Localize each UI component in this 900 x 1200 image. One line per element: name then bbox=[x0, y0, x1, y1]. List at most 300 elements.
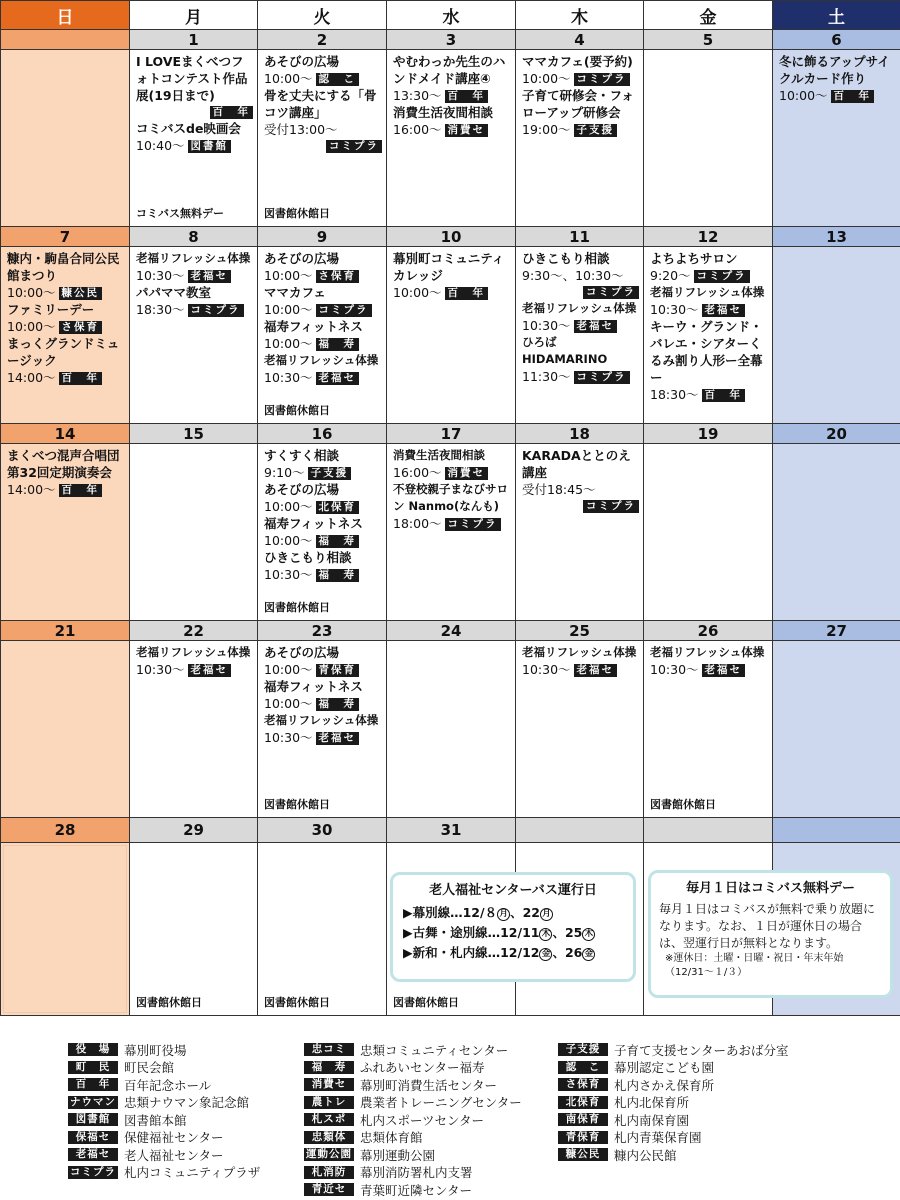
event-title: 福寿フィットネス bbox=[264, 516, 363, 531]
venue-tag: 子支援 bbox=[574, 124, 618, 137]
cell-footnote: 図書館休館日 bbox=[136, 996, 202, 1009]
event-time: 18:30〜 bbox=[136, 302, 185, 317]
day-cell bbox=[644, 50, 773, 227]
bus-info-title: 老人福祉センターバス運行日 bbox=[429, 883, 597, 898]
venue-tag: コミプラ bbox=[70, 1165, 116, 1178]
venue-tag: 糠公民 bbox=[558, 1148, 608, 1161]
venue-tag: さ保育 bbox=[59, 321, 103, 334]
venue-tag: 百 年 bbox=[210, 106, 254, 119]
event-title: 老福リフレッシュ体操 bbox=[136, 645, 251, 659]
venue-tag: 認 こ bbox=[558, 1061, 608, 1074]
day-cell bbox=[644, 247, 773, 424]
event-time-row bbox=[522, 121, 639, 138]
day-number: 23 bbox=[258, 621, 387, 641]
venue-name: 幕別運動公園 bbox=[360, 1147, 436, 1163]
event-title: 老福リフレッシュ体操 bbox=[264, 713, 379, 727]
event-title: 老福リフレッシュ体操 bbox=[136, 251, 251, 265]
event-title: ママカフェ(要予約) bbox=[522, 54, 633, 69]
event-time: 14:00〜 bbox=[7, 482, 56, 497]
legend-column bbox=[304, 1041, 522, 1199]
event-title: 福寿フィットネス bbox=[264, 679, 363, 694]
legend-row bbox=[558, 1076, 789, 1094]
venue-tag: 青保育 bbox=[316, 664, 360, 677]
event-title: 老福リフレッシュ体操 bbox=[650, 285, 765, 299]
legend-row bbox=[304, 1164, 522, 1182]
event-title: ファミリーデー bbox=[7, 302, 95, 317]
event-time: 10:00〜 bbox=[779, 88, 828, 103]
cell-footnote: 図書館休館日 bbox=[264, 404, 330, 417]
weekday-header: 木 bbox=[516, 1, 644, 30]
weekday-header: 火 bbox=[258, 1, 387, 30]
venue-name: 札内南保育園 bbox=[614, 1112, 690, 1128]
event-title: I LOVEまくべつフォトコンテスト作品展(19日まで) bbox=[136, 54, 248, 103]
event-time: 11:30〜 bbox=[522, 369, 571, 384]
event-time: 10:00〜 bbox=[264, 499, 313, 514]
event-time-row bbox=[393, 515, 511, 532]
venue-name: 子育て支援センターあおば分室 bbox=[614, 1042, 789, 1058]
day-cell bbox=[258, 641, 387, 818]
cell-footnote: コミバス無料デー bbox=[136, 207, 224, 220]
day-cell bbox=[644, 641, 773, 818]
weekday-circle: 金 bbox=[539, 948, 552, 961]
venue-tag: 青近セ bbox=[304, 1183, 354, 1196]
day-number: 15 bbox=[130, 424, 258, 444]
event-title: よちよちサロン bbox=[650, 251, 738, 266]
venue-tag-row bbox=[522, 284, 639, 300]
free-day-body: 毎月１日はコミバスが無料で乗り放題になります。なお、１日が運休日の場合は、翌運行日が無料となります。 bbox=[659, 902, 876, 950]
event-time: 9:20〜 bbox=[650, 268, 691, 283]
venue-tag: 運動公園 bbox=[306, 1148, 352, 1161]
event-time: 13:30〜 bbox=[393, 88, 442, 103]
event-time: 10:30〜 bbox=[264, 370, 313, 385]
weekday-circle: 木 bbox=[539, 928, 552, 941]
event-time: 10:00〜 bbox=[264, 336, 313, 351]
event-time-row bbox=[393, 121, 511, 138]
venue-tag: 役 場 bbox=[68, 1043, 118, 1056]
event-time-row bbox=[7, 284, 125, 301]
event-time-row bbox=[264, 661, 382, 678]
day-number: 22 bbox=[130, 621, 258, 641]
event-time-row bbox=[264, 335, 382, 352]
day-cell bbox=[1, 843, 130, 1016]
bus-line-second-date: 、25 bbox=[552, 925, 583, 940]
weekday-circle: 月 bbox=[497, 908, 510, 921]
venue-tag: 百 年 bbox=[445, 90, 489, 103]
event-time-row bbox=[522, 317, 639, 334]
day-cell bbox=[258, 444, 387, 621]
event-time: 16:00〜 bbox=[393, 122, 442, 137]
day-cell bbox=[1, 247, 130, 424]
venue-tag: 老福セ bbox=[574, 664, 618, 677]
event-time-row bbox=[650, 661, 768, 678]
event-time: 10:30〜 bbox=[264, 730, 313, 745]
day-cell bbox=[773, 50, 900, 227]
venue-name: 糠内公民館 bbox=[614, 1147, 677, 1163]
day-number: 20 bbox=[773, 424, 900, 444]
venue-name: 幕別町役場 bbox=[124, 1042, 187, 1058]
event-title: ひきこもり相談 bbox=[522, 251, 610, 266]
legend-row bbox=[558, 1111, 789, 1129]
legend-row bbox=[558, 1129, 789, 1147]
day-number: 9 bbox=[258, 227, 387, 247]
day-number: 16 bbox=[258, 424, 387, 444]
day-cell bbox=[387, 247, 516, 424]
event-title: KARADAととのえ講座 bbox=[522, 448, 631, 480]
venue-tag: コミプラ bbox=[583, 500, 639, 513]
venue-name: 札内北保育所 bbox=[614, 1095, 690, 1111]
bus-line-label: ▶新和・札内線…12/12 bbox=[403, 945, 540, 960]
event-time: 14:00〜 bbox=[7, 370, 56, 385]
bus-info-lines bbox=[403, 903, 623, 963]
event-time-row bbox=[264, 498, 382, 515]
event-time: 9:30〜、10:30〜 bbox=[522, 268, 624, 283]
event-time-row bbox=[136, 137, 253, 154]
day-number: 19 bbox=[644, 424, 773, 444]
legend-row bbox=[304, 1111, 522, 1129]
event-title: 不登校親子まなびサロン Nanmo(なんも) bbox=[393, 482, 508, 513]
legend-row bbox=[304, 1181, 522, 1199]
free-day-title: 毎月１日はコミバス無料デー bbox=[685, 881, 855, 896]
event-time: 10:30〜 bbox=[136, 662, 185, 677]
venue-tag: 老福セ bbox=[188, 270, 232, 283]
cell-footnote: 図書館休館日 bbox=[264, 996, 330, 1009]
venue-tag-row bbox=[264, 138, 382, 154]
event-title: 子育て研修会・フォローアップ研修会 bbox=[522, 88, 634, 120]
venue-name: 町民会館 bbox=[124, 1060, 175, 1076]
legend-row bbox=[304, 1129, 522, 1147]
day-cell bbox=[258, 843, 387, 1016]
weekday-header: 水 bbox=[387, 1, 516, 30]
event-title: まっくグランドミュージック bbox=[7, 336, 120, 368]
venue-tag: 図書館 bbox=[188, 140, 232, 153]
event-time: 10:00〜 bbox=[264, 268, 313, 283]
day-number: 18 bbox=[516, 424, 644, 444]
event-time: 10:40〜 bbox=[136, 138, 185, 153]
venue-tag: 百 年 bbox=[702, 389, 746, 402]
event-time: 18:30〜 bbox=[650, 387, 699, 402]
event-title: 老福リフレッシュ体操 bbox=[650, 645, 765, 659]
event-time-row bbox=[650, 386, 768, 403]
day-cell bbox=[1, 50, 130, 227]
venue-name: 青葉町近隣センター bbox=[360, 1182, 473, 1198]
event-title: 老福リフレッシュ体操 bbox=[264, 353, 379, 367]
day-number: 24 bbox=[387, 621, 516, 641]
day-number: 7 bbox=[1, 227, 130, 247]
day-number: 27 bbox=[773, 621, 900, 641]
event-time: 10:00〜 bbox=[264, 71, 313, 86]
venue-tag: 百 年 bbox=[59, 484, 103, 497]
event-time-row bbox=[136, 267, 253, 284]
day-number bbox=[1, 30, 130, 50]
bus-line-second-date: 、22 bbox=[510, 905, 540, 920]
bus-line bbox=[403, 923, 623, 943]
venue-tag: 百 年 bbox=[831, 90, 875, 103]
venue-tag: 北保育 bbox=[316, 501, 360, 514]
cell-footnote: 図書館休館日 bbox=[264, 601, 330, 614]
event-time-row bbox=[779, 87, 896, 104]
venue-tag: 老福セ bbox=[316, 372, 360, 385]
venue-tag: コミプラ bbox=[574, 371, 630, 384]
legend-row bbox=[558, 1146, 789, 1164]
cell-footnote: 図書館休館日 bbox=[264, 798, 330, 811]
day-cell bbox=[1, 444, 130, 621]
venue-tag: 老福セ bbox=[316, 732, 360, 745]
event-time: 10:30〜 bbox=[136, 268, 185, 283]
venue-tag: 福 寿 bbox=[304, 1061, 354, 1074]
venue-tag: 福 寿 bbox=[316, 698, 360, 711]
event-time-row bbox=[264, 532, 382, 549]
venue-tag: 老福セ bbox=[68, 1148, 118, 1161]
event-title: ひきこもり相談 bbox=[264, 550, 352, 565]
venue-name: 札内スポーツセンター bbox=[360, 1112, 485, 1128]
venue-tag: コミプラ bbox=[583, 286, 639, 299]
venue-name: 忠類ナウマン象記念館 bbox=[124, 1095, 250, 1111]
day-cell bbox=[387, 50, 516, 227]
event-time-row bbox=[264, 70, 382, 87]
venue-tag: 消費セ bbox=[445, 124, 489, 137]
event-time-row bbox=[393, 464, 511, 481]
legend-column bbox=[68, 1041, 260, 1181]
event-time-row bbox=[264, 729, 382, 746]
event-time-row bbox=[7, 318, 125, 335]
day-cell bbox=[644, 444, 773, 621]
venue-tag: 百 年 bbox=[59, 372, 103, 385]
venue-tag: 消費セ bbox=[304, 1078, 354, 1091]
event-title: 福寿フィットネス bbox=[264, 319, 363, 334]
venue-tag: 忠コミ bbox=[304, 1043, 354, 1056]
event-time: 10:00〜 bbox=[264, 696, 313, 711]
venue-name: 幕別認定こども園 bbox=[614, 1060, 715, 1076]
event-time: 10:00〜 bbox=[7, 319, 56, 334]
day-cell bbox=[387, 444, 516, 621]
venue-tag: コミプラ bbox=[316, 304, 372, 317]
venue-tag: コミプラ bbox=[326, 140, 382, 153]
venue-name: 忠類コミュニティセンター bbox=[360, 1042, 509, 1058]
event-time: 受付13:00〜 bbox=[264, 122, 338, 137]
legend-row bbox=[304, 1041, 522, 1059]
event-title: すくすく相談 bbox=[264, 448, 340, 463]
venue-name: 幕別町消費生活センター bbox=[360, 1077, 498, 1093]
venue-tag: 子支援 bbox=[308, 467, 352, 480]
event-time-row bbox=[264, 301, 382, 318]
day-number: 17 bbox=[387, 424, 516, 444]
venue-tag: 農トレ bbox=[304, 1096, 354, 1109]
legend-row bbox=[304, 1076, 522, 1094]
event-time: 10:30〜 bbox=[264, 567, 313, 582]
event-time: 10:00〜 bbox=[264, 662, 313, 677]
event-title: 冬に飾るアップサイクルカード作り bbox=[779, 54, 890, 86]
event-time: 10:30〜 bbox=[522, 662, 571, 677]
legend-row bbox=[558, 1059, 789, 1077]
event-title: まくべつ混声合唱団第32回定期演奏会 bbox=[7, 448, 120, 480]
event-time: 10:00〜 bbox=[264, 533, 313, 548]
event-time: 18:00〜 bbox=[393, 516, 442, 531]
venue-tag: 百 年 bbox=[445, 287, 489, 300]
free-day-footnote: ※運休日：土曜・日曜・祝日・年末年始（12/31〜１/３） bbox=[665, 953, 844, 978]
event-time-row bbox=[264, 121, 382, 138]
event-time: 19:00〜 bbox=[522, 122, 571, 137]
event-time-row bbox=[522, 267, 639, 284]
day-number: 1 bbox=[130, 30, 258, 50]
bus-line-label: ▶古舞・途別線…12/11 bbox=[403, 925, 540, 940]
event-title: 幕別町コミュニティカレッジ bbox=[393, 251, 505, 283]
event-time: 16:00〜 bbox=[393, 465, 442, 480]
day-cell bbox=[773, 641, 900, 818]
weekday-header: 金 bbox=[644, 1, 773, 30]
venue-legend bbox=[68, 1041, 868, 1198]
venue-tag: さ保育 bbox=[316, 270, 360, 283]
legend-row bbox=[68, 1059, 260, 1077]
legend-row bbox=[68, 1129, 260, 1147]
venue-tag: 老福セ bbox=[188, 664, 232, 677]
venue-tag: 百 年 bbox=[68, 1078, 118, 1091]
day-number: 5 bbox=[644, 30, 773, 50]
day-number bbox=[516, 818, 644, 843]
day-number: 6 bbox=[773, 30, 900, 50]
legend-column bbox=[558, 1041, 789, 1164]
bus-line-label: ▶幕別線…12/８ bbox=[403, 905, 498, 920]
bus-line-second-date: 、26 bbox=[552, 945, 583, 960]
venue-tag: コミプラ bbox=[445, 518, 501, 531]
day-number: 13 bbox=[773, 227, 900, 247]
event-title: やむわっか先生のハンドメイド講座④ bbox=[393, 54, 506, 86]
weekday-header: 土 bbox=[773, 1, 900, 30]
venue-tag: 福 寿 bbox=[316, 338, 360, 351]
cell-footnote: 図書館休館日 bbox=[264, 207, 330, 220]
venue-tag-row bbox=[522, 498, 639, 514]
event-title: あそびの広場 bbox=[264, 482, 340, 497]
venue-tag: 糠公民 bbox=[59, 287, 103, 300]
venue-tag: 福 寿 bbox=[316, 569, 360, 582]
venue-name: 忠類体育館 bbox=[360, 1130, 423, 1146]
day-number: 21 bbox=[1, 621, 130, 641]
day-cell bbox=[258, 50, 387, 227]
venue-tag: 福 寿 bbox=[316, 535, 360, 548]
day-number: 12 bbox=[644, 227, 773, 247]
venue-tag: コミプラ bbox=[574, 73, 630, 86]
venue-name: 幕別消防署札内支署 bbox=[360, 1165, 473, 1181]
event-time-row bbox=[393, 284, 511, 301]
bus-line bbox=[403, 943, 623, 963]
event-title: 老福リフレッシュ体操 bbox=[522, 301, 637, 315]
venue-tag: 子支援 bbox=[558, 1043, 608, 1056]
legend-row bbox=[68, 1164, 260, 1182]
day-number bbox=[644, 818, 773, 843]
free-day-box bbox=[648, 870, 893, 998]
event-time-row bbox=[522, 481, 639, 498]
day-number: 3 bbox=[387, 30, 516, 50]
event-time: 10:00〜 bbox=[393, 285, 442, 300]
event-time: 10:30〜 bbox=[650, 662, 699, 677]
event-title: 糠内・駒畠合同公民館まつり bbox=[7, 251, 120, 283]
legend-row bbox=[558, 1041, 789, 1059]
day-cell bbox=[516, 641, 644, 818]
event-time: 10:00〜 bbox=[264, 302, 313, 317]
day-number: 2 bbox=[258, 30, 387, 50]
weekday-header: 月 bbox=[130, 1, 258, 30]
day-number: 4 bbox=[516, 30, 644, 50]
day-number: 25 bbox=[516, 621, 644, 641]
event-title: ママカフェ bbox=[264, 285, 326, 300]
day-cell bbox=[387, 641, 516, 818]
legend-row bbox=[68, 1111, 260, 1129]
event-title: 消費生活夜間相談 bbox=[393, 448, 485, 462]
venue-name: 老人福祉センター bbox=[124, 1147, 224, 1163]
venue-tag: 老福セ bbox=[574, 320, 618, 333]
event-time: 10:00〜 bbox=[7, 285, 56, 300]
event-time-row bbox=[264, 369, 382, 386]
day-cell bbox=[130, 50, 258, 227]
event-title: あそびの広場 bbox=[264, 54, 340, 69]
event-time: 10:30〜 bbox=[522, 318, 571, 333]
day-number: 8 bbox=[130, 227, 258, 247]
event-title: キーウ・グランド・バレエ・シアターくるみ割り人形ー全幕ー bbox=[650, 319, 763, 385]
venue-tag-row bbox=[136, 104, 253, 120]
day-cell bbox=[130, 247, 258, 424]
venue-tag: 老福セ bbox=[702, 304, 746, 317]
day-cell bbox=[516, 50, 644, 227]
venue-tag: コミプラ bbox=[694, 270, 750, 283]
event-time-row bbox=[393, 87, 511, 104]
venue-name: 農業者トレーニングセンター bbox=[360, 1095, 522, 1111]
weekday-circle: 月 bbox=[540, 908, 553, 921]
day-cell bbox=[773, 444, 900, 621]
day-cell bbox=[773, 247, 900, 424]
day-number: 10 bbox=[387, 227, 516, 247]
event-title: ひろばHIDAMARINO bbox=[522, 335, 608, 366]
event-title: あそびの広場 bbox=[264, 251, 340, 266]
event-time: 9:10〜 bbox=[264, 465, 305, 480]
weekday-header: 日 bbox=[1, 1, 130, 30]
legend-row bbox=[304, 1146, 522, 1164]
day-number: 11 bbox=[516, 227, 644, 247]
event-time: 10:30〜 bbox=[650, 302, 699, 317]
venue-name: ふれあいセンター福寿 bbox=[360, 1060, 485, 1076]
event-time-row bbox=[264, 695, 382, 712]
venue-tag: 北保育 bbox=[558, 1096, 608, 1109]
day-cell bbox=[130, 641, 258, 818]
legend-row bbox=[304, 1094, 522, 1112]
venue-tag: 青保育 bbox=[558, 1131, 608, 1144]
venue-tag: 札スポ bbox=[304, 1113, 354, 1126]
legend-row bbox=[68, 1076, 260, 1094]
event-time-row bbox=[136, 301, 253, 318]
day-number: 26 bbox=[644, 621, 773, 641]
venue-tag: ナウマン bbox=[70, 1095, 116, 1108]
day-number: 31 bbox=[387, 818, 516, 843]
day-number: 28 bbox=[1, 818, 130, 843]
venue-name: 百年記念ホール bbox=[124, 1077, 212, 1093]
event-title: パパママ教室 bbox=[136, 285, 212, 300]
legend-row bbox=[68, 1094, 260, 1112]
event-title: 消費生活夜間相談 bbox=[393, 105, 494, 120]
event-time-row bbox=[136, 661, 253, 678]
event-time-row bbox=[264, 464, 382, 481]
event-time-row bbox=[7, 369, 125, 386]
day-cell bbox=[1, 641, 130, 818]
day-cell bbox=[130, 843, 258, 1016]
day-number: 14 bbox=[1, 424, 130, 444]
event-time-row bbox=[650, 267, 768, 284]
venue-name: 保健福祉センター bbox=[124, 1130, 224, 1146]
event-title: 骨を丈夫にする「骨コツ講座」 bbox=[264, 88, 377, 120]
venue-tag: 町 民 bbox=[68, 1061, 118, 1074]
cell-inner-border bbox=[3, 845, 127, 1013]
venue-tag: さ保育 bbox=[558, 1078, 608, 1091]
venue-name: 札内青葉保育園 bbox=[614, 1130, 702, 1146]
venue-tag: 保福セ bbox=[68, 1131, 118, 1144]
legend-row bbox=[558, 1094, 789, 1112]
